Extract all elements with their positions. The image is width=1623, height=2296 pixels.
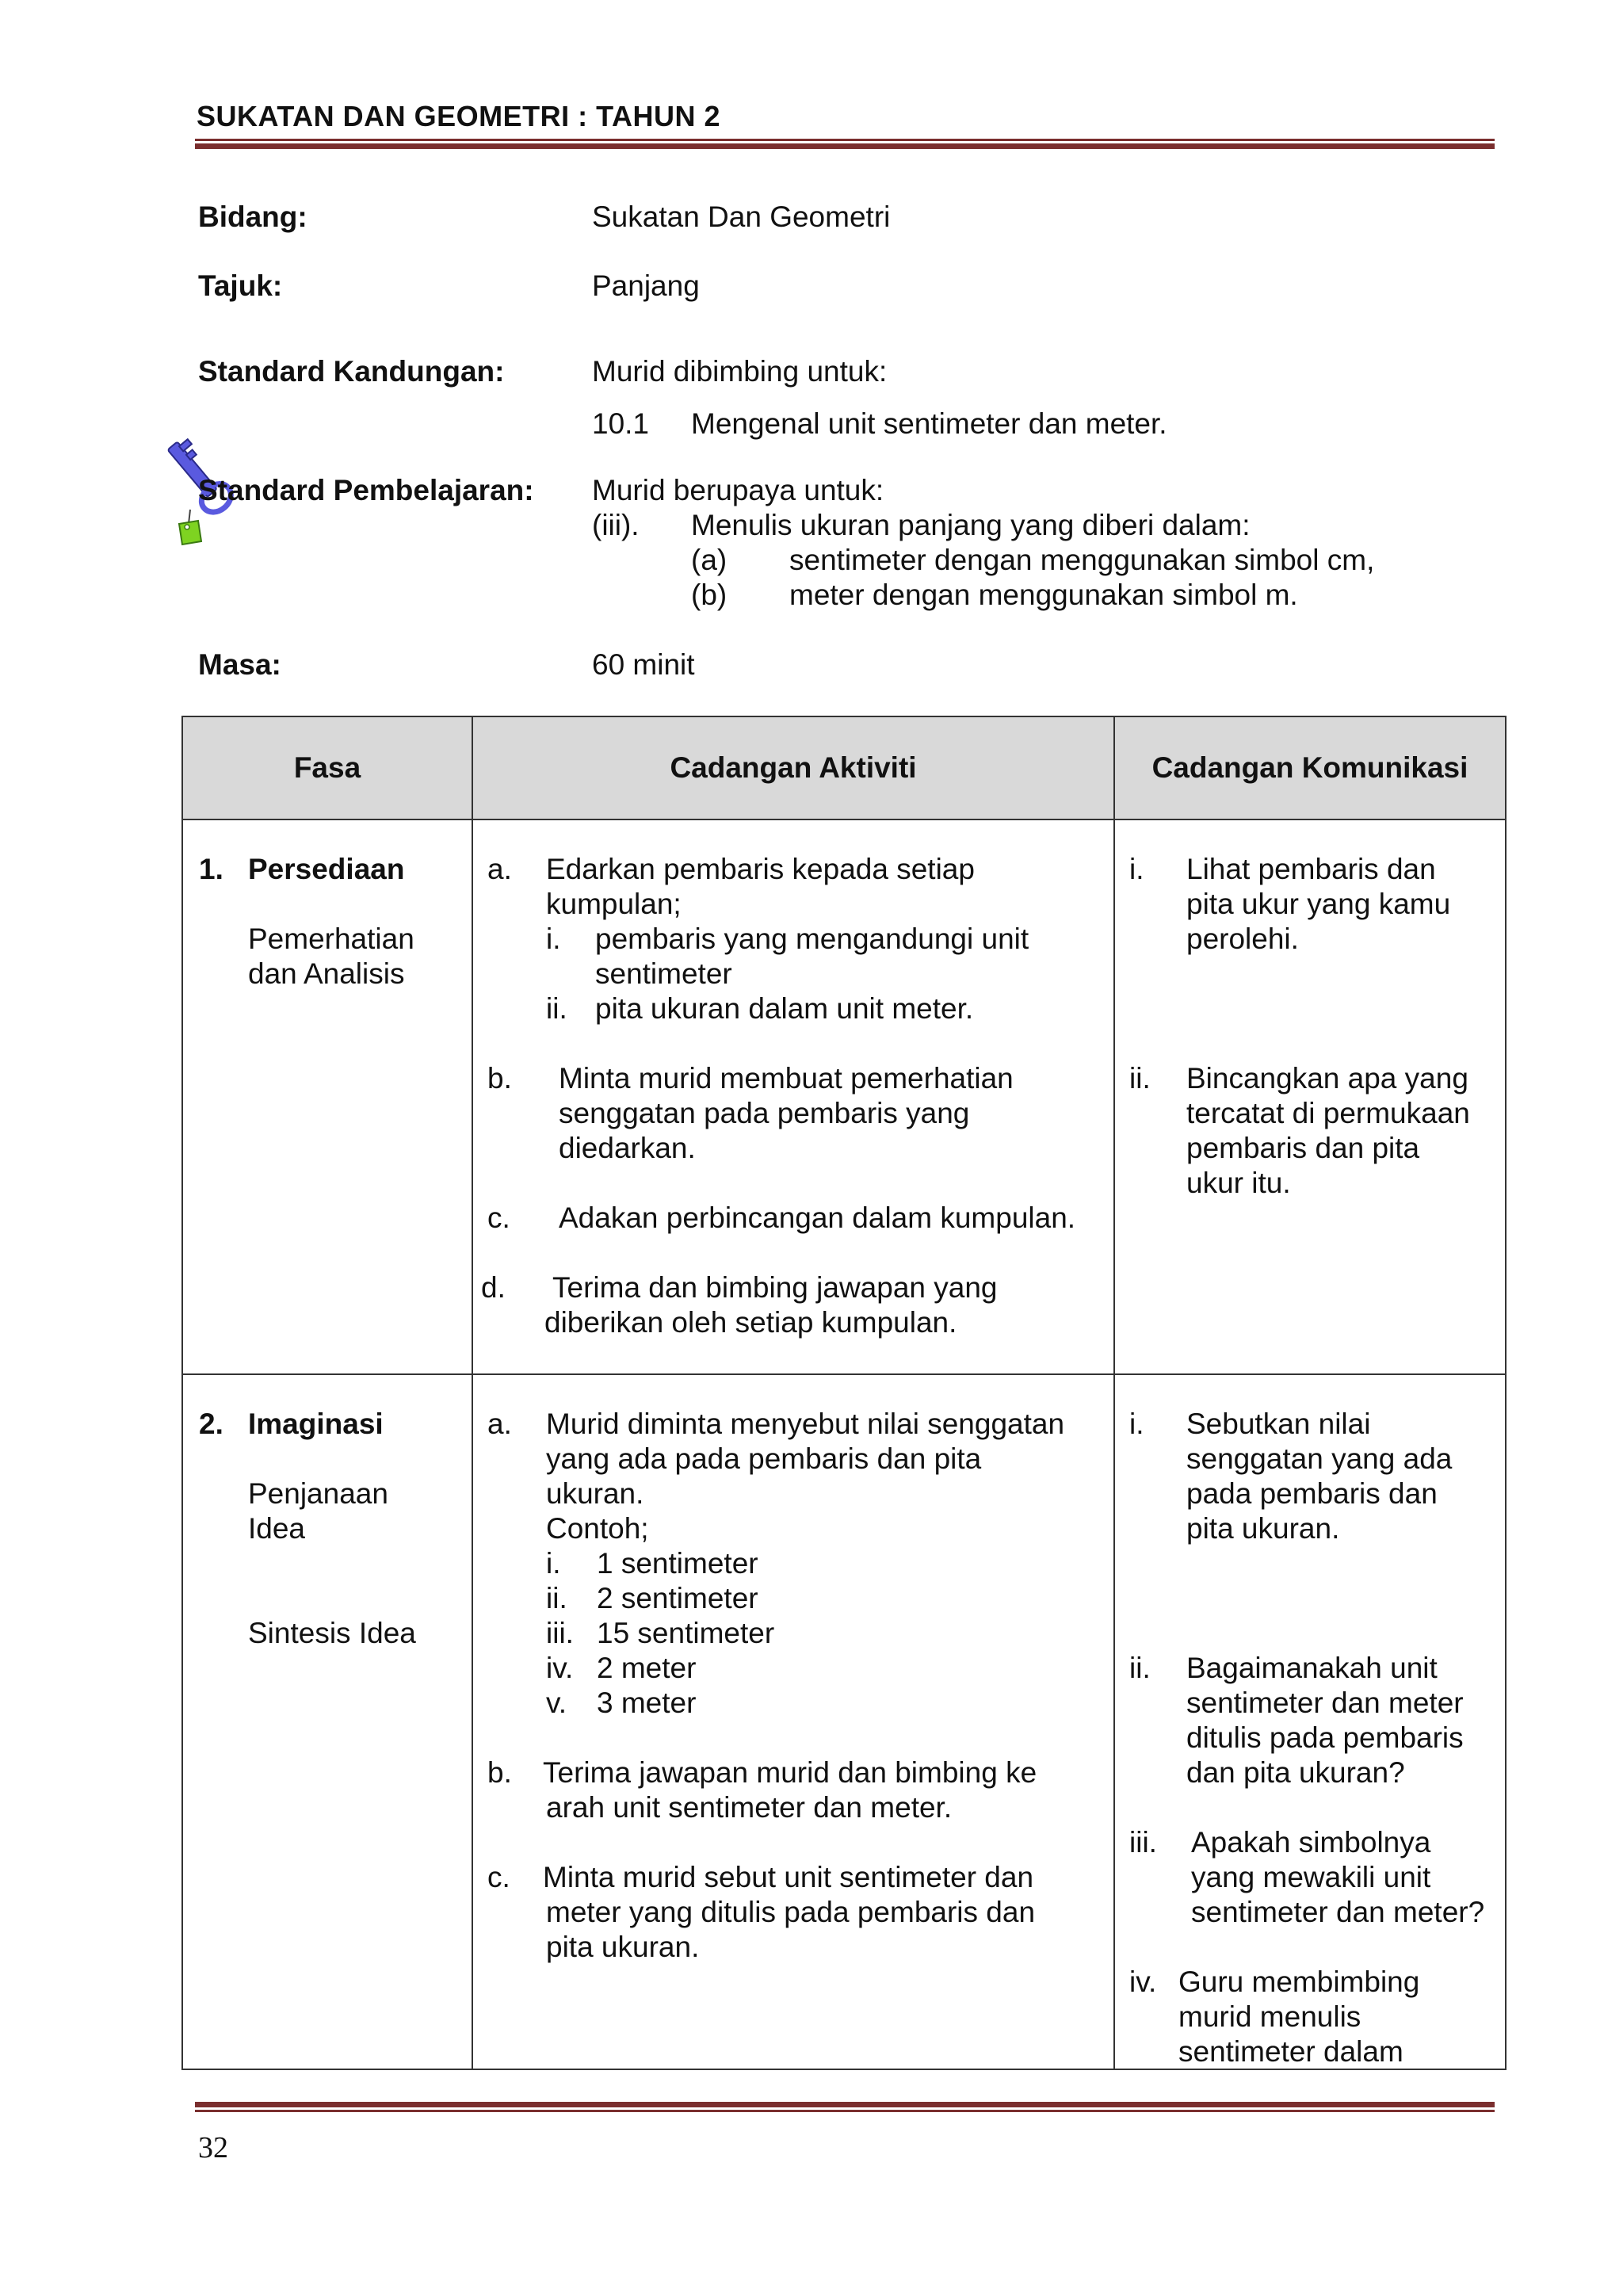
r1-kom-i-l1: Lihat pembaris dan [1186,853,1436,885]
r2-akt-b-mark: b. [487,1756,512,1789]
r1-kom-ii-l1: Bincangkan apa yang [1186,1062,1468,1095]
row2-komunikasi-cell [1114,1374,1506,2069]
r1-akt-b-mark: b. [487,1062,512,1095]
row1-komunikasi-cell [1114,819,1506,1374]
row2-fasa-sub1: Penjanaan [248,1477,388,1510]
r1-akt-d-mark: d. [481,1271,506,1304]
r2-akt-ex2-mark: ii. [546,1582,567,1614]
r2-kom-i-l3: pada pembaris dan [1186,1477,1438,1510]
bidang-value: Sukatan Dan Geometri [592,201,891,233]
col-header-komunikasi: Cadangan Komunikasi [1114,716,1506,819]
r2-kom-iv-l3: sentimeter dalam [1178,2035,1403,2068]
sp-item-b-text: meter dengan menggunakan simbol m. [789,579,1298,611]
footer-rule-thin [195,2110,1495,2112]
r2-kom-ii-l3: ditulis pada pembaris [1186,1721,1464,1754]
tajuk-value: Panjang [592,269,700,302]
sp-item-a-text: sentimeter dengan menggunakan simbol cm, [789,544,1375,576]
r2-kom-i-l2: senggatan yang ada [1186,1442,1453,1475]
r1-akt-b-l2: senggatan pada pembaris yang [559,1097,970,1129]
standard-kandungan-text: Mengenal unit sentimeter dan meter. [691,407,1167,440]
row1-fasa-sub2: dan Analisis [248,957,405,990]
r1-kom-i-l3: perolehi. [1186,923,1299,955]
row1-fasa-title: Persediaan [248,853,405,885]
r2-akt-b-l2: arah unit sentimeter dan meter. [546,1791,953,1824]
r2-akt-ex3-text: 15 sentimeter [597,1617,775,1649]
standard-pembelajaran-num: (iii). [592,509,640,541]
r1-akt-a-l2: kumpulan; [546,888,682,920]
r1-akt-d-l2: diberikan oleh setiap kumpulan. [544,1306,957,1339]
r2-akt-a-mark: a. [487,1408,512,1440]
r1-akt-b-l1: Minta murid membuat pemerhatian [559,1062,1014,1095]
header-rule-thick [195,143,1495,149]
row1-aktiviti-cell [472,819,1114,1374]
r1-kom-i-mark: i. [1129,853,1144,885]
r1-akt-ai-l2: sentimeter [595,957,732,990]
r2-kom-iv-l2: murid menulis [1178,2000,1361,2033]
r1-akt-d-l1: Terima dan bimbing jawapan yang [552,1271,998,1304]
footer-rule-thick [195,2102,1495,2107]
r2-kom-iii-mark: iii. [1129,1826,1157,1859]
row2-fasa-title: Imaginasi [248,1408,384,1440]
r2-akt-b-l1: Terima jawapan murid dan bimbing ke [543,1756,1037,1789]
r2-akt-ex2-text: 2 sentimeter [597,1582,758,1614]
row1-fasa-num: 1. [199,853,223,885]
r2-akt-a-l3: ukuran. [546,1477,644,1510]
table-row [182,1374,1506,2069]
r2-akt-a-l2: yang ada pada pembaris dan pita [546,1442,982,1475]
col-header-fasa: Fasa [182,716,472,819]
bidang-label: Bidang: [198,201,307,233]
r2-kom-ii-l1: Bagaimanakah unit [1186,1652,1438,1684]
sp-item-b-mark: (b) [691,579,727,611]
row1-fasa-sub1: Pemerhatian [248,923,414,955]
row2-aktiviti-cell [472,1374,1114,2069]
r2-akt-c-l3: pita ukuran. [546,1931,700,1963]
page-number: 32 [198,2131,228,2164]
masa-label: Masa: [198,648,281,681]
lesson-table [181,716,1507,2070]
row2-fasa-sub3: Sintesis Idea [248,1617,416,1649]
r2-kom-iv-l1: Guru membimbing [1178,1966,1420,1998]
r2-akt-ex3-mark: iii. [546,1617,574,1649]
r2-kom-iii-l1: Apakah simbolnya [1191,1826,1431,1859]
page-header-title: SUKATAN DAN GEOMETRI : TAHUN 2 [197,100,720,132]
r1-kom-ii-mark: ii. [1129,1062,1151,1095]
r1-akt-c-l1: Adakan perbincangan dalam kumpulan. [559,1201,1076,1234]
tajuk-label: Tajuk: [198,269,283,302]
r2-akt-ex4-text: 2 meter [597,1652,697,1684]
r2-akt-ex5-text: 3 meter [597,1687,697,1719]
standard-kandungan-label: Standard Kandungan: [198,355,505,388]
r2-akt-ex4-mark: iv. [546,1652,574,1684]
header-rule-thin [195,139,1495,141]
r1-kom-i-l2: pita ukur yang kamu [1186,888,1451,920]
r2-akt-a-l1: Murid diminta menyebut nilai senggatan [546,1408,1065,1440]
r2-akt-c-mark: c. [487,1861,510,1893]
r2-kom-i-l1: Sebutkan nilai [1186,1408,1371,1440]
row2-fasa-cell [182,1374,472,2069]
r1-akt-c-mark: c. [487,1201,510,1234]
r1-kom-ii-l4: ukur itu. [1186,1167,1291,1199]
r2-akt-a-l4: Contoh; [546,1512,649,1545]
col-header-aktiviti: Cadangan Aktiviti [472,716,1114,819]
r2-akt-ex5-mark: v. [546,1687,567,1719]
standard-kandungan-intro: Murid dibimbing untuk: [592,355,888,388]
standard-pembelajaran-text: Menulis ukuran panjang yang diberi dalam: [691,509,1251,541]
r2-akt-ex1-mark: i. [546,1547,561,1580]
r2-kom-i-mark: i. [1129,1408,1144,1440]
standard-pembelajaran-intro: Murid berupaya untuk: [592,474,884,506]
r1-akt-aii-l1: pita ukuran dalam unit meter. [595,992,974,1025]
r1-akt-aii-mark: ii. [546,992,567,1025]
r1-akt-a-mark: a. [487,853,512,885]
r1-kom-ii-l2: tercatat di permukaan [1186,1097,1470,1129]
row2-fasa-sub2: Idea [248,1512,306,1545]
masa-value: 60 minit [592,648,695,681]
r2-kom-iii-l2: yang mewakili unit [1191,1861,1431,1893]
r2-kom-ii-mark: ii. [1129,1652,1151,1684]
r2-akt-ex1-text: 1 sentimeter [597,1547,758,1580]
r1-akt-ai-mark: i. [546,923,561,955]
row2-fasa-num: 2. [199,1408,223,1440]
standard-kandungan-code: 10.1 [592,407,650,440]
r2-kom-i-l4: pita ukuran. [1186,1512,1340,1545]
r1-kom-ii-l3: pembaris dan pita [1186,1132,1420,1164]
standard-pembelajaran-label: Standard Pembelajaran: [198,474,534,506]
r2-akt-c-l2: meter yang ditulis pada pembaris dan [546,1896,1036,1928]
r2-akt-c-l1: Minta murid sebut unit sentimeter dan [543,1861,1034,1893]
row1-fasa-cell [182,819,472,1374]
r2-kom-iv-mark: iv. [1129,1966,1157,1998]
sp-item-a-mark: (a) [691,544,727,576]
table-row [182,819,1506,1374]
r1-akt-ai-l1: pembaris yang mengandungi unit [595,923,1029,955]
r2-kom-ii-l4: dan pita ukuran? [1186,1756,1405,1789]
r2-kom-ii-l2: sentimeter dan meter [1186,1687,1464,1719]
table-header-row [182,716,1506,819]
r1-akt-a-l1: Edarkan pembaris kepada setiap [546,853,975,885]
r1-akt-b-l3: diedarkan. [559,1132,696,1164]
r2-kom-iii-l3: sentimeter dan meter? [1191,1896,1485,1928]
